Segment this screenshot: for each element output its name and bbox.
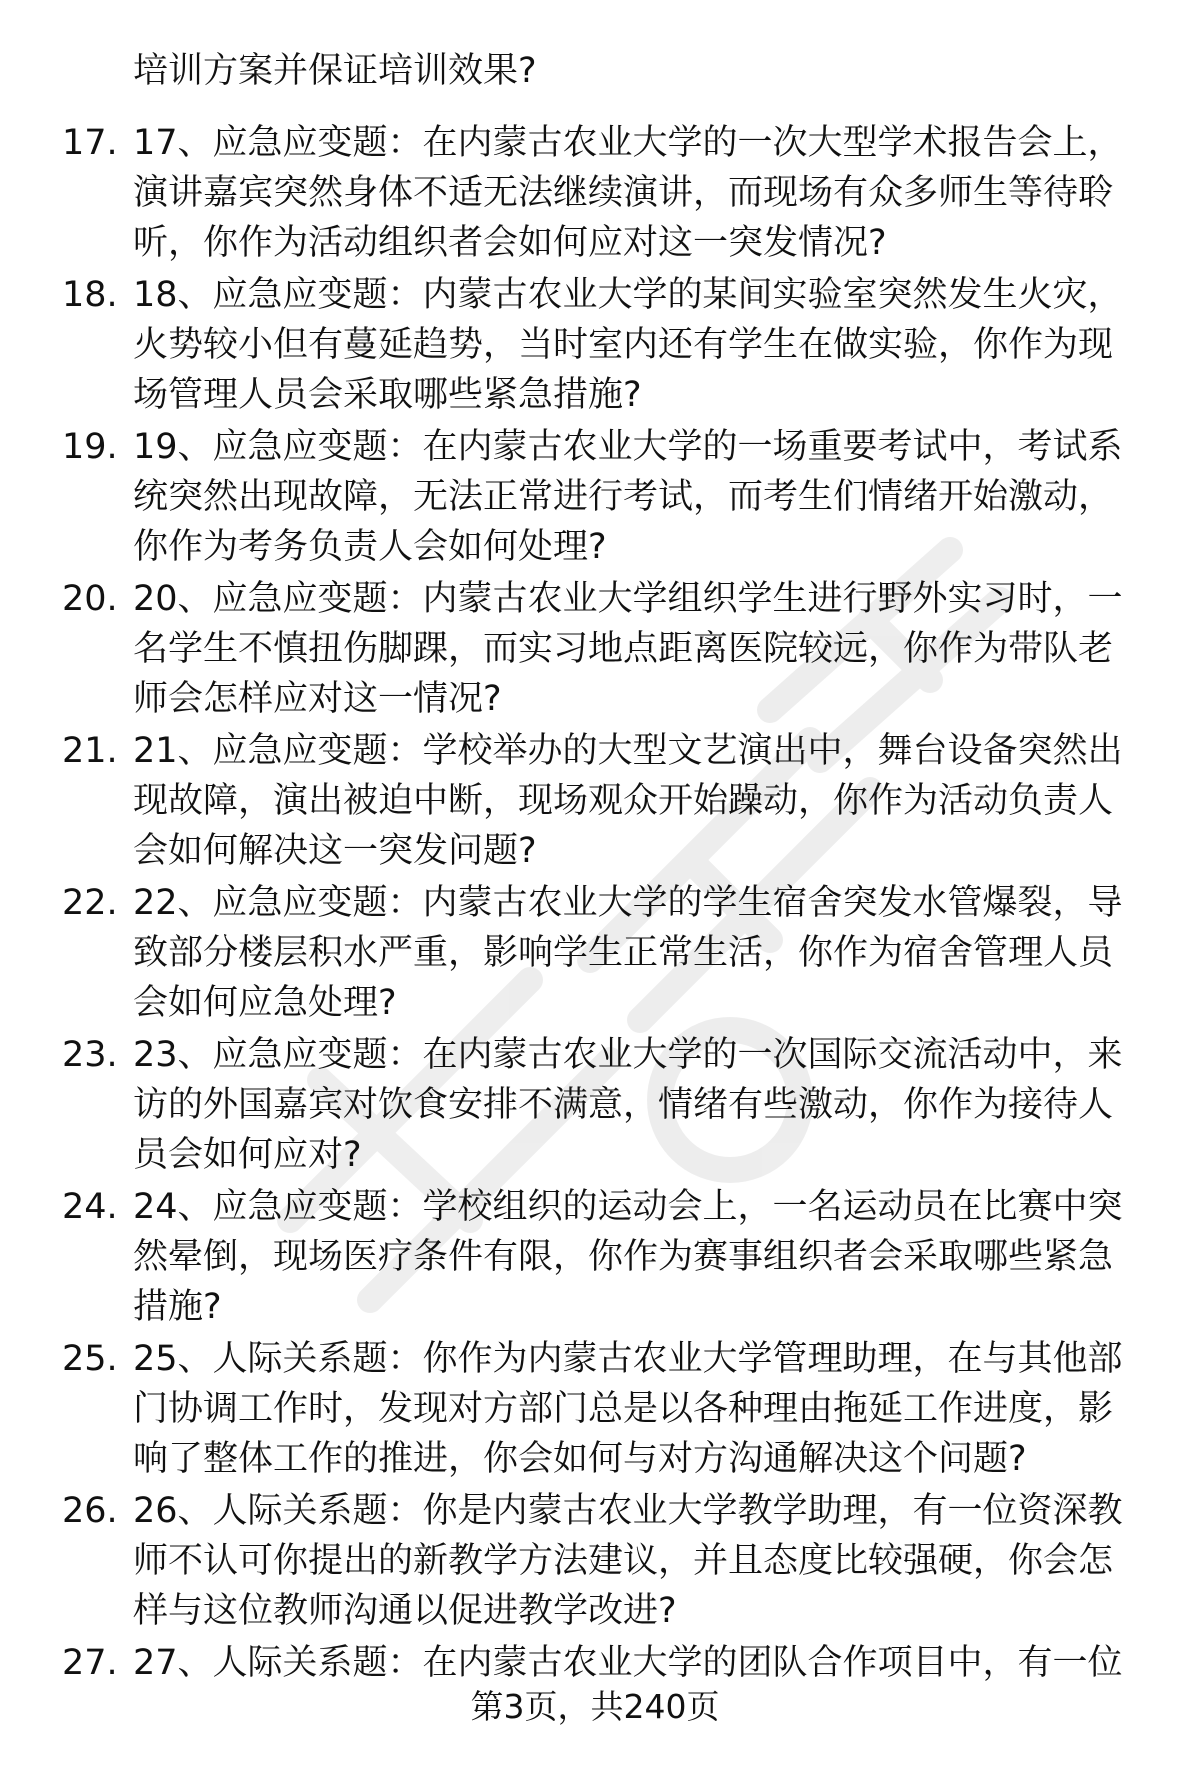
question-item bbox=[0, 422, 1190, 574]
question-text-line: 师会怎样应对这一情况? bbox=[133, 679, 502, 719]
question-text-line: 20、应急应变题：内蒙古农业大学组织学生进行野外实习时，一 bbox=[133, 579, 1123, 619]
question-text-line: 火势较小但有蔓延趋势，当时室内还有学生在做实验，你作为现 bbox=[133, 325, 1114, 365]
question-text-line: 统突然出现故障，无法正常进行考试，而考生们情绪开始激动， bbox=[133, 477, 1114, 517]
page-footer: 第3页，共240页 bbox=[470, 1687, 720, 1726]
question-text-line: 26、人际关系题：你是内蒙古农业大学教学助理，有一位资深教 bbox=[133, 1491, 1123, 1531]
question-item bbox=[0, 1486, 1190, 1638]
question-text-line: 听，你作为活动组织者会如何应对这一突发情况? bbox=[133, 223, 887, 263]
question-item bbox=[0, 726, 1190, 878]
question-item bbox=[0, 1334, 1190, 1486]
question-item bbox=[0, 1182, 1190, 1334]
question-text bbox=[133, 1030, 1153, 1180]
question-number: 21. bbox=[62, 731, 118, 771]
question-item bbox=[0, 1030, 1190, 1182]
question-number: 17. bbox=[62, 123, 118, 163]
question-text-line: 22、应急应变题：内蒙古农业大学的学生宿舍突发水管爆裂，导 bbox=[133, 883, 1123, 923]
question-text bbox=[133, 1638, 1153, 1688]
question-text-line: 23、应急应变题：在内蒙古农业大学的一次国际交流活动中，来 bbox=[133, 1035, 1123, 1075]
question-text-line: 会如何解决这一突发问题? bbox=[133, 831, 537, 871]
continuation-text: 培训方案并保证培训效果? bbox=[133, 51, 537, 91]
question-text-line: 门协调工作时，发现对方部门总是以各种理由拖延工作进度，影 bbox=[133, 1389, 1114, 1429]
question-text-line: 现故障，演出被迫中断，现场观众开始躁动，你作为活动负责人 bbox=[133, 781, 1114, 821]
question-text bbox=[133, 1334, 1153, 1484]
question-text-line: 名学生不慎扭伤脚踝，而实习地点距离医院较远，你作为带队老 bbox=[133, 629, 1114, 669]
question-text-line: 19、应急应变题：在内蒙古农业大学的一场重要考试中，考试系 bbox=[133, 427, 1123, 467]
question-text-line: 你作为考务负责人会如何处理? bbox=[133, 527, 607, 567]
question-number: 20. bbox=[62, 579, 118, 619]
question-text-line: 员会如何应对? bbox=[133, 1135, 362, 1175]
question-item bbox=[0, 878, 1190, 1030]
question-text bbox=[133, 1486, 1153, 1636]
question-text-line: 响了整体工作的推进，你会如何与对方沟通解决这个问题? bbox=[133, 1439, 1027, 1479]
question-text bbox=[133, 270, 1153, 420]
question-text-line: 演讲嘉宾突然身体不适无法继续演讲，而现场有众多师生等待聆 bbox=[133, 173, 1114, 213]
question-text-line: 18、应急应变题：内蒙古农业大学的某间实验室突然发生火灾， bbox=[133, 275, 1123, 315]
question-number: 18. bbox=[62, 275, 118, 315]
question-number: 24. bbox=[62, 1187, 118, 1227]
question-text-line: 访的外国嘉宾对饮食安排不满意，情绪有些激动，你作为接待人 bbox=[133, 1085, 1114, 1125]
question-text-line: 24、应急应变题：学校组织的运动会上，一名运动员在比赛中突 bbox=[133, 1187, 1123, 1227]
question-text-line: 师不认可你提出的新教学方法建议，并且态度比较强硬，你会怎 bbox=[133, 1541, 1114, 1581]
question-number: 27. bbox=[62, 1643, 118, 1683]
question-text-line: 样与这位教师沟通以促进教学改进? bbox=[133, 1591, 677, 1631]
question-text-line: 致部分楼层积水严重，影响学生正常生活，你作为宿舍管理人员 bbox=[133, 933, 1114, 973]
question-text bbox=[133, 878, 1153, 1028]
question-text-line: 措施? bbox=[133, 1287, 222, 1327]
question-number: 26. bbox=[62, 1491, 118, 1531]
question-item bbox=[0, 270, 1190, 422]
question-item bbox=[0, 118, 1190, 270]
question-item bbox=[0, 574, 1190, 726]
question-number: 23. bbox=[62, 1035, 118, 1075]
question-text bbox=[133, 726, 1153, 876]
question-number: 19. bbox=[62, 427, 118, 467]
question-text bbox=[133, 422, 1153, 572]
question-text-line: 27、人际关系题：在内蒙古农业大学的团队合作项目中，有一位 bbox=[133, 1643, 1123, 1683]
question-text bbox=[133, 118, 1153, 268]
question-text-line: 场管理人员会采取哪些紧急措施? bbox=[133, 375, 642, 415]
question-text-line: 25、人际关系题：你作为内蒙古农业大学管理助理，在与其他部 bbox=[133, 1339, 1123, 1379]
question-number: 22. bbox=[62, 883, 118, 923]
question-text-line: 21、应急应变题：学校举办的大型文艺演出中，舞台设备突然出 bbox=[133, 731, 1123, 771]
question-text bbox=[133, 574, 1153, 724]
question-text-line: 17、应急应变题：在内蒙古农业大学的一次大型学术报告会上， bbox=[133, 123, 1123, 163]
question-text-line: 会如何应急处理? bbox=[133, 983, 397, 1023]
question-text-line: 然晕倒，现场医疗条件有限，你作为赛事组织者会采取哪些紧急 bbox=[133, 1237, 1114, 1277]
question-number: 25. bbox=[62, 1339, 118, 1379]
question-text bbox=[133, 1182, 1153, 1332]
question-list bbox=[0, 118, 1190, 1790]
